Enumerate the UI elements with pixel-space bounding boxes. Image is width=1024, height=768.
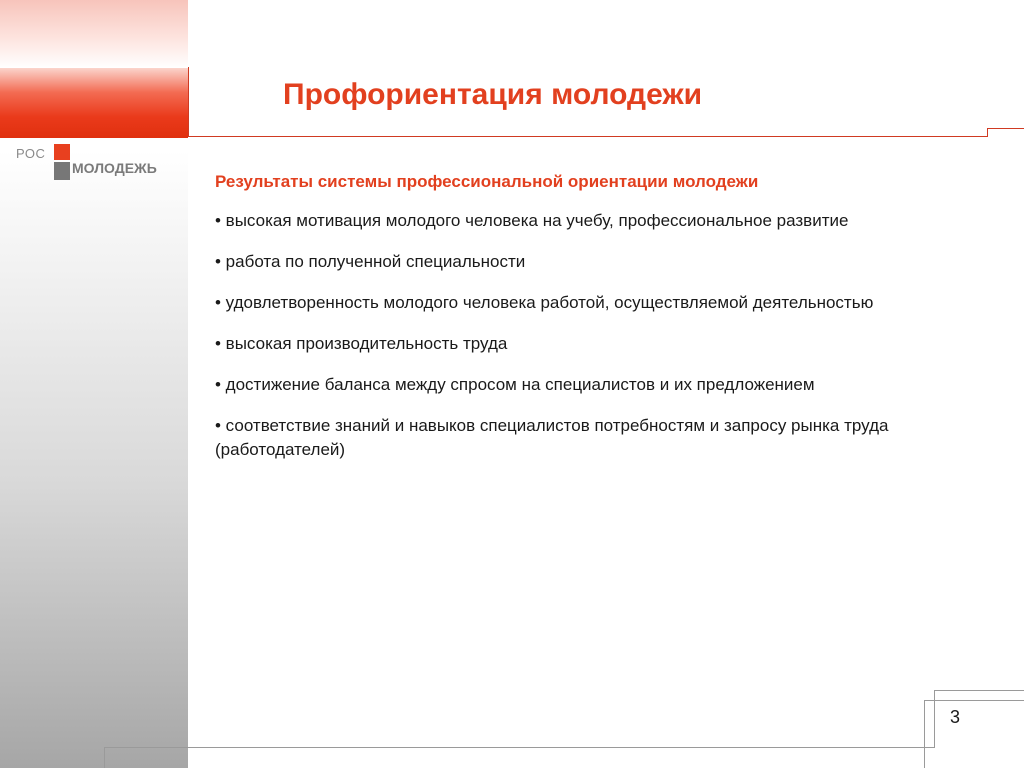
bullet-item: • достижение баланса между спросом на специалистов и их предложением bbox=[215, 375, 815, 394]
rosmolodezh-logo bbox=[14, 144, 179, 184]
logo-red-square bbox=[54, 144, 70, 160]
page-box-inner-vertical bbox=[924, 700, 925, 768]
footer-frame-line bbox=[104, 747, 935, 748]
page-box-outer-horizontal bbox=[934, 690, 1024, 691]
page-box-inner-horizontal bbox=[924, 700, 1024, 701]
header-frame-left bbox=[188, 67, 189, 137]
bullet-item: • соответствие знаний и навыков специалистов потребностям и запросу рынка труда (работодателей) bbox=[215, 416, 889, 459]
header-frame-step-horizontal bbox=[987, 128, 1024, 129]
slide-subtitle: Результаты системы профессиональной ориентации молодежи bbox=[215, 172, 759, 191]
sidebar-gradient bbox=[0, 0, 188, 768]
logo-gray-square bbox=[54, 162, 70, 180]
slide-title: Профориентация молодежи bbox=[283, 78, 703, 111]
page-number: 3 bbox=[950, 707, 961, 727]
sidebar-top-fade bbox=[0, 0, 188, 68]
slide-content bbox=[215, 170, 985, 479]
footer-frame-left bbox=[104, 747, 105, 768]
bullet-item: • удовлетворенность молодого человека работой, осуществляемой деятельностью bbox=[215, 293, 874, 312]
bullet-item: • высокая мотивация молодого человека на учебу, профессиональное развитие bbox=[215, 211, 849, 230]
logo-text-bottom: МОЛОДЕЖЬ bbox=[72, 160, 157, 176]
sidebar-red-band bbox=[0, 68, 188, 138]
bullet-item: • работа по полученной специальности bbox=[215, 252, 526, 271]
page-box-outer-vertical bbox=[934, 690, 935, 748]
header-frame-bottom bbox=[188, 136, 988, 137]
logo-text-top: РОС bbox=[16, 146, 46, 161]
bullet-item: • высокая производительность труда bbox=[215, 334, 508, 353]
header-frame-step-vertical bbox=[987, 128, 988, 137]
